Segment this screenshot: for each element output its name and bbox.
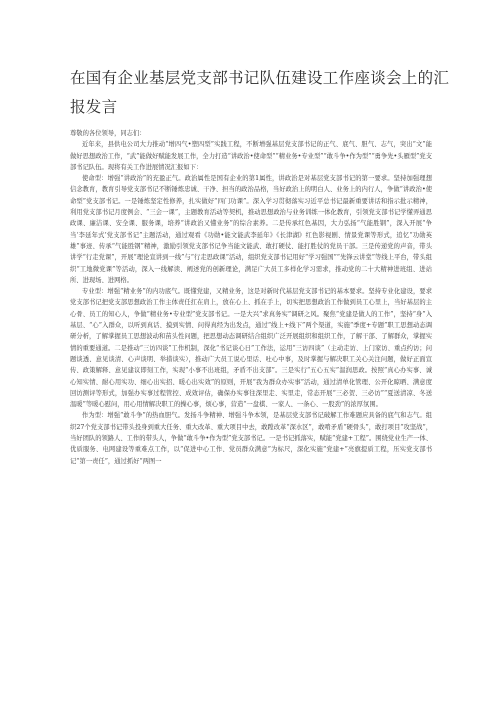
paragraph-professional: 专业型：增强“精业务”的内功底气。既懂党建，又精业务，这是对新时代基层党支部书记的基本要求。坚持专业化建设，要求党支部书记把党支部思想政治工作主体责任扛在肩上，放在心上、抓在手上，切实把思想政治工作做到员工心里上，当好基层的主心骨、员工的知心人，争做“精业务•专业型”党支部书记。一是大兴“求真务实”调研之风。聚焦“党建是做人的工作”，坚持“身”入基层、“心”入群众，以听到真话、摸到实情、问得真经为出发点，通过“线上+线下”两个渠道，实施“季度+专题”职工思想动态调研分析，了解掌握员工思想波动和苗头性问题，把思想动态调研结合组织广泛开展组织和组织工作，了解干部、了解群众，掌握实情的重要通道。二是推动“三访四谈”工作机制，深化“书记谈心日”工作法，运用“三访四谈”（主动走访、上门家访、重点约访；问题谈透、意见谈清、心声谈明、举措谈实），推动广大员工说心里话、吐心中事，及时掌握与解决职工关心关注问题，做好正面宣传、政策解释、意见建议即刻工作，实现“小事不出班组，矛盾不出支部”。三是实行“五心五实”温润思政。按照“真心办实事、诚心知实情、耐心用实功、细心出实招、暖心出实效”的原则，开展“我为群众办实事”活动，通过清单化管理、公开化晾晒、满意度回访测评等形式，加强办实事过程管控、成效评估，确保办实事往深里走、实里走，常态开展“三必贺、三必访”“夏送清凉、冬送温暖”等暖心慰问，用心用情解决职工的操心事，烦心事，营造“一盘棋、一家人、一条心、一股劲”的浓厚氛围。: [70, 288, 432, 409]
document-title: 在国有企业基层党支部书记队伍建设工作座谈会上的汇报发言: [70, 69, 450, 116]
document-body: [70, 128, 432, 467]
paragraph-intro: 近年来，县供电公司大力推动“增四气•塑四型”实践工程，不断增强基层党支部书记的正气、底气、胆气、志气，突出“文”能做好思想政治工作，“武”能做好赋能发展工作，全力打造“讲政治•使命型”“精业务•专业型”“敢斗争•作为型”“勇争先•头雁型”党支部书记队伍。现将有关工作进展情况汇报如下：: [70, 141, 432, 171]
paragraph-mission: 使命型：增强“讲政治”的充盈正气。政治属性是国有企业的第1属性，讲政治是对基层党支部书记的第一要求。坚持加强理想信念教育，教育引导党支部书记不断锤炼忠诚、干净、担当的政治品格，当好政治上的明白人、业务上的内行人，争做“讲政治•使命型”党支部书记。一是锤炼坚定性修养，扎实做好“四门功课”。深入学习贯彻落实习近平总书记最新重要讲话和指示批示精神，利用党支部书记月度例会、“三会一课”，主题教育活动等契机，推动思想政治与业务训练一体化教育，引领党支部书记学懂弄通思政课、廉洁课、安全课、服务课，培养“讲政治又懂业务”的综合素养。二是传承红色基因，大力弘扬“气能胜钢”，深入开展“争当‘李延年式’党支部书记”主题活动，通过观看《功勋•能文能武李延年》《长津湖》红色影视剧、情景党课等形式，追忆“功勋英雄”事迹、传承“气能胜钢”精神，激励引领党支部书记争当能文能武、敢打硬仗、能打胜仗的党员干部。三是传递党的声音，带头讲学“行走党课”，开展“理论宣讲到一线”与“行走思政课”活动，组织党支部书记用好“学习强国”“先锋云讲堂”等线上平台，带头组织“工地微党课”等活动，深入一线解读、阐述党的创新理论，满足广大员工多样化学习需求，推动党的二十大精神进班组、进站所、进现场、进网格。: [70, 175, 432, 284]
salutation: 尊敬的各位领导，同志们：: [70, 130, 146, 137]
paragraph-action: 作为型：增强“敢斗争”的热血胆气。发扬斗争精神、增强斗争本领，是基层党支部书记破解工作难题应具备的底气和志气。组织27个党支部书记带头投身到重大任务、重大改革、重大项目中去，敢蹚改革“深水区”，敢啃矛盾“硬骨头”，敢打项目“攻坚战”，当好团队的领路人、工作的带头人，争做“敢斗争•作为型”党支部书记。一是书记抓落实，赋能“党建+工程”。围绕党业生产一体、优质服务、电网建设等重难点工作，以“促进中心工作、党员群众满意”为标尺，深化实施“党建+”亮旗提质工程，压实党支部书记“第一责任”，通过抓好“两图一: [70, 412, 432, 465]
